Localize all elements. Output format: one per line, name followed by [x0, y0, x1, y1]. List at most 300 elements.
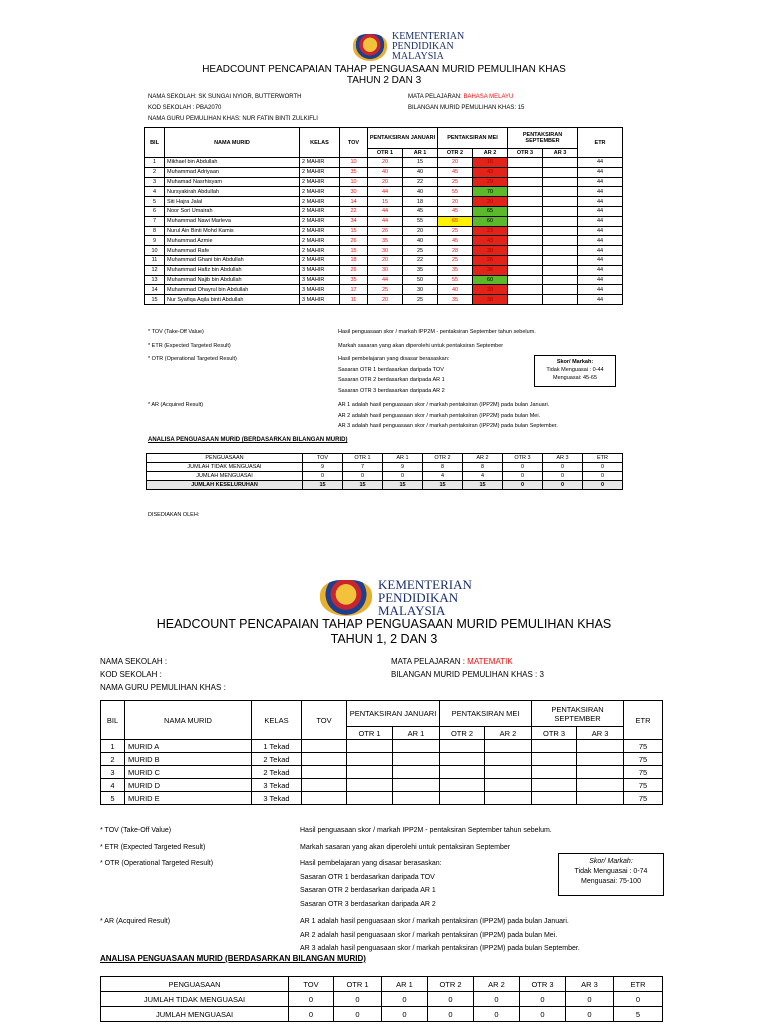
cell-otr2: 20: [438, 197, 473, 207]
cell-nama: Siti Hajra Jalal: [165, 197, 300, 207]
cell-nama: Nursyakirah Abdullah: [165, 187, 300, 197]
cell-otr3: [508, 285, 543, 295]
doc-subtitle: TAHUN 2 DAN 3: [346, 75, 422, 86]
analysis-cell: 0: [334, 1007, 382, 1022]
school-name: NAMA SEKOLAH :: [100, 657, 168, 666]
cell-ar2: 29: [473, 177, 508, 187]
analysis-header-row: [147, 454, 623, 463]
cell-etr: 44: [578, 206, 623, 216]
cell-tov: [302, 792, 347, 805]
cell-bil: 11: [145, 255, 165, 265]
analysis-cell: JUMLAH MENGUASAI: [101, 1007, 289, 1022]
cell-ar3: [543, 255, 578, 265]
header-ar2: AR 2: [473, 149, 508, 158]
analysis-cell: 4: [463, 472, 503, 481]
results-table: [100, 700, 663, 805]
analysis-header-cell: AR 1: [382, 977, 428, 992]
table-row: [145, 295, 623, 305]
legend-term: * ETR (Expected Targeted Result): [100, 843, 206, 851]
crest-icon: [353, 34, 387, 61]
cell-otr1: 20: [368, 158, 403, 168]
cell-ar2: [485, 753, 532, 766]
cell-otr3: [508, 167, 543, 177]
cell-tov: [302, 753, 347, 766]
cell-otr2: [440, 779, 485, 792]
cell-bil: 6: [145, 206, 165, 216]
cell-nama: Muhamad Nasrhisyam: [165, 177, 300, 187]
analysis-cell: 0: [503, 463, 543, 472]
analysis-cell: 0: [543, 472, 583, 481]
cell-bil: 12: [145, 265, 165, 275]
cell-kelas: 3 MAHIR: [300, 295, 340, 305]
cell-otr3: [508, 295, 543, 305]
analysis-cell: 15: [303, 481, 343, 490]
cell-ar2: 16: [473, 158, 508, 168]
cell-etr: 44: [578, 246, 623, 256]
cell-otr1: 20: [368, 255, 403, 265]
cell-otr3: [508, 226, 543, 236]
doc-subtitle: TAHUN 1, 2 DAN 3: [330, 632, 438, 646]
analysis-cell: 0: [428, 992, 474, 1007]
analysis-cell: 15: [383, 481, 423, 490]
analysis-cell: 0: [543, 463, 583, 472]
score-box-line1: Tidak Menguasai : 0-44: [546, 367, 604, 373]
cell-tov: 34: [340, 216, 368, 226]
cell-otr1: 44: [368, 216, 403, 226]
analysis-header-cell: ETR: [583, 454, 623, 463]
cell-ar2: [485, 792, 532, 805]
analysis-cell: 7: [343, 463, 383, 472]
cell-kelas: 3 MAHIR: [300, 275, 340, 285]
cell-otr1: 25: [368, 285, 403, 295]
header-bil: BIL: [101, 701, 125, 740]
cell-etr: 75: [624, 792, 663, 805]
table-row: [101, 753, 663, 766]
legend-desc-line: Sasaran OTR 1 berdasarkan daripada TOV: [338, 366, 444, 373]
cell-ar3: [577, 766, 624, 779]
cell-otr1: 44: [368, 206, 403, 216]
analysis-header-cell: OTR 2: [428, 977, 474, 992]
legend-term: * ETR (Expected Targeted Result): [148, 342, 231, 349]
header-nama: NAMA MURID: [165, 128, 300, 158]
header-kelas: KELAS: [252, 701, 302, 740]
cell-otr1: 15: [368, 197, 403, 207]
legend-term: * TOV (Take-Off Value): [148, 329, 204, 335]
cell-otr2: 20: [438, 158, 473, 168]
cell-kelas: 2 MAHIR: [300, 167, 340, 177]
cell-kelas: 3 MAHIR: [300, 285, 340, 295]
table-row: [145, 206, 623, 216]
analysis-row: [147, 481, 623, 490]
header-otr3: OTR 3: [508, 149, 543, 158]
cell-otr2: 45: [438, 167, 473, 177]
cell-etr: 75: [624, 740, 663, 753]
cell-otr2: [440, 753, 485, 766]
score-box: [558, 853, 664, 896]
cell-bil: 4: [145, 187, 165, 197]
legend-term: * AR (Acquired Result): [100, 918, 171, 925]
cell-ar1: [393, 766, 440, 779]
legend-desc: [300, 841, 510, 855]
cell-kelas: 2 Tekad: [252, 753, 302, 766]
analysis-cell: 0: [520, 1007, 566, 1022]
cell-kelas: 3 Tekad: [252, 792, 302, 805]
analysis-row: [147, 472, 623, 481]
cell-ar2: 70: [473, 187, 508, 197]
cell-kelas: 2 Tekad: [252, 766, 302, 779]
cell-kelas: 2 MAHIR: [300, 236, 340, 246]
analysis-cell: 8: [423, 463, 463, 472]
cell-otr2: [440, 766, 485, 779]
score-box-line2: Menguasai: 45-65: [552, 375, 598, 381]
subject-info: [408, 92, 524, 114]
cell-kelas: 2 MAHIR: [300, 246, 340, 256]
analysis-cell: JUMLAH TIDAK MENGUASAI: [147, 463, 303, 472]
header-etr: ETR: [624, 701, 663, 740]
cell-etr: 44: [578, 236, 623, 246]
legend-item: [148, 327, 558, 338]
cell-otr3: [508, 246, 543, 256]
analysis-header-cell: OTR 1: [334, 977, 382, 992]
cell-etr: 44: [578, 226, 623, 236]
analysis-header-cell: AR 3: [566, 977, 614, 992]
cell-otr3: [532, 766, 577, 779]
cell-etr: 44: [578, 167, 623, 177]
cell-ar3: [543, 295, 578, 305]
cell-ar1: [393, 792, 440, 805]
analysis-cell: 0: [566, 992, 614, 1007]
cell-kelas: 2 MAHIR: [300, 187, 340, 197]
header-otr3: OTR 3: [532, 727, 577, 740]
table-row: [145, 158, 623, 168]
cell-otr1: 20: [368, 295, 403, 305]
cell-ar3: [543, 177, 578, 187]
ministry-line1: KEMENTERIAN: [378, 577, 472, 592]
cell-otr3: [532, 792, 577, 805]
cell-otr1: [347, 740, 393, 753]
legend-term: * OTR (Operational Targeted Result): [100, 860, 214, 867]
cell-nama: Noor Sori Umairah: [165, 206, 300, 216]
legend-term: * TOV (Take-Off Value): [100, 827, 172, 834]
analysis-cell: 0: [474, 1007, 520, 1022]
analysis-header-row: [101, 977, 663, 992]
cell-otr1: 20: [368, 177, 403, 187]
cell-nama: MURID E: [125, 792, 252, 805]
table-row: [145, 275, 623, 285]
cell-ar3: [543, 226, 578, 236]
cell-ar3: [543, 187, 578, 197]
cell-etr: 44: [578, 255, 623, 265]
cell-etr: 75: [624, 766, 663, 779]
legend-desc-line: AR 3 adalah hasil penguasaan skor / markah pentaksiran (IPP2M) pada bulan September.: [300, 945, 580, 952]
cell-ar2: 26: [473, 255, 508, 265]
cell-ar2: [485, 766, 532, 779]
analysis-table: [100, 976, 663, 1022]
cell-etr: 44: [578, 158, 623, 168]
cell-etr: 75: [624, 779, 663, 792]
legend-desc: [338, 327, 536, 338]
cell-etr: 44: [578, 177, 623, 187]
cell-tov: 15: [340, 226, 368, 236]
cell-etr: 75: [624, 753, 663, 766]
cell-bil: 14: [145, 285, 165, 295]
cell-otr1: 26: [368, 226, 403, 236]
cell-otr2: 55: [438, 275, 473, 285]
subject-value: MATEMATIK: [467, 657, 513, 666]
cell-otr2: [440, 740, 485, 753]
cell-kelas: 2 MAHIR: [300, 216, 340, 226]
cell-kelas: 2 MAHIR: [300, 177, 340, 187]
cell-tov: 17: [340, 285, 368, 295]
analysis-table: [146, 453, 623, 490]
table-row: [101, 792, 663, 805]
cell-tov: 14: [340, 197, 368, 207]
cell-bil: 7: [145, 216, 165, 226]
cell-otr2: 45: [438, 236, 473, 246]
cell-bil: 1: [145, 158, 165, 168]
legend-desc-line: Sasaran OTR 1 berdasarkan daripada TOV: [300, 873, 435, 881]
student-count: BILANGAN MURID PEMULIHAN KHAS : 3: [391, 670, 544, 679]
cell-nama: Muhammad Ohayrul bin Abdullah: [165, 285, 300, 295]
cell-bil: 2: [101, 753, 125, 766]
cell-bil: 15: [145, 295, 165, 305]
cell-otr2: 25: [438, 255, 473, 265]
cell-otr1: [347, 753, 393, 766]
cell-ar1: 35: [403, 265, 438, 275]
cell-otr1: 40: [368, 167, 403, 177]
prepared-by: DISEDIAKAN OLEH:: [148, 512, 200, 518]
cell-bil: 2: [145, 167, 165, 177]
teacher-name: NAMA GURU PEMULIHAN KHAS :: [100, 683, 226, 692]
table-row: [101, 766, 663, 779]
cell-otr1: [347, 792, 393, 805]
legend-desc: [300, 915, 580, 956]
cell-otr1: 44: [368, 275, 403, 285]
legend-desc-line: Sasaran OTR 2 berdasarkan daripada AR 1: [300, 887, 436, 894]
legend-item: [100, 841, 580, 855]
header-tov: TOV: [340, 128, 368, 158]
analysis-cell: 0: [566, 1007, 614, 1022]
analysis-header-cell: OTR 2: [423, 454, 463, 463]
cell-kelas: 2 MAHIR: [300, 197, 340, 207]
school-info: [100, 655, 226, 694]
score-box-line2: Menguasai: 75-100: [581, 878, 641, 885]
analysis-cell: 0: [343, 472, 383, 481]
cell-etr: 44: [578, 197, 623, 207]
header-pentaksiran-sep: PENTAKSIRAN SEPTEMBER: [508, 128, 578, 149]
cell-otr3: [532, 740, 577, 753]
cell-bil: 5: [101, 792, 125, 805]
legend-desc-line: AR 2 adalah hasil penguasaan skor / markah pentaksiran (IPP2M) pada bulan Mei.: [338, 412, 541, 419]
analysis-cell: 0: [583, 481, 623, 490]
analysis-header-cell: TOV: [289, 977, 334, 992]
cell-ar3: [543, 285, 578, 295]
cell-otr2: 28: [438, 246, 473, 256]
header-tov: TOV: [302, 701, 347, 740]
analysis-header-cell: AR 2: [463, 454, 503, 463]
legend-desc: [338, 354, 449, 396]
subject-info: [391, 655, 544, 681]
legend: [100, 824, 580, 959]
cell-otr1: 30: [368, 246, 403, 256]
analysis-title: ANALISA PENGUASAAN MURID (BERDASARKAN BILANGAN MURID): [100, 954, 366, 963]
cell-ar2: [485, 779, 532, 792]
header-pentaksiran-mei: PENTAKSIRAN MEI: [440, 701, 532, 727]
cell-kelas: 2 MAHIR: [300, 255, 340, 265]
analysis-cell: 0: [289, 992, 334, 1007]
cell-ar1: 20: [403, 226, 438, 236]
analysis-cell: 0: [334, 992, 382, 1007]
cell-ar3: [543, 167, 578, 177]
cell-bil: 8: [145, 226, 165, 236]
cell-tov: 26: [340, 265, 368, 275]
cell-otr3: [508, 275, 543, 285]
cell-etr: 44: [578, 275, 623, 285]
cell-ar3: [543, 246, 578, 256]
analysis-cell: JUMLAH TIDAK MENGUASAI: [101, 992, 289, 1007]
cell-bil: 13: [145, 275, 165, 285]
cell-ar3: [577, 740, 624, 753]
analysis-row: [147, 463, 623, 472]
results-table: [144, 127, 623, 305]
legend-desc-line: Hasil penguasaan skor / markah IPP2M - pentaksiran September tahun sebelum.: [338, 329, 536, 335]
legend-desc-line: Hasil penguasaan skor / markah IPP2M - pentaksiran September tahun sebelum.: [300, 827, 552, 834]
cell-nama: MURID B: [125, 753, 252, 766]
cell-bil: 9: [145, 236, 165, 246]
cell-otr2: 65: [438, 216, 473, 226]
cell-ar3: [543, 197, 578, 207]
cell-ar2: 23: [473, 226, 508, 236]
cell-ar2: 38: [473, 285, 508, 295]
cell-tov: 10: [340, 158, 368, 168]
analysis-cell: 0: [289, 1007, 334, 1022]
table-row: [101, 779, 663, 792]
analysis-header-cell: ETR: [614, 977, 663, 992]
cell-tov: 30: [340, 187, 368, 197]
header-ar3: AR 3: [543, 149, 578, 158]
cell-otr3: [508, 206, 543, 216]
cell-kelas: 3 Tekad: [252, 779, 302, 792]
cell-otr2: 55: [438, 187, 473, 197]
cell-otr3: [508, 255, 543, 265]
school-code: KOD SEKOLAH :: [100, 670, 162, 679]
subject-label: MATA PELAJARAN :: [391, 657, 468, 666]
cell-nama: Muhammad Rafe: [165, 246, 300, 256]
score-box: [534, 355, 616, 387]
cell-tov: 15: [340, 246, 368, 256]
analysis-header-cell: OTR 3: [520, 977, 566, 992]
cell-otr3: [508, 216, 543, 226]
header-ar1: AR 1: [393, 727, 440, 740]
analysis-cell: 9: [303, 463, 343, 472]
cell-ar1: 40: [403, 236, 438, 246]
cell-kelas: 2 MAHIR: [300, 206, 340, 216]
cell-ar3: [543, 236, 578, 246]
teacher-name: NAMA GURU PEMULIHAN KHAS: NUR FATIN BINTI ZULKIFLI: [148, 116, 318, 122]
cell-bil: 3: [145, 177, 165, 187]
doc-title: HEADCOUNT PENCAPAIAN TAHAP PENGUASAAN MURID PEMULIHAN KHAS: [202, 64, 566, 75]
header-otr1: OTR 1: [347, 727, 393, 740]
cell-nama: Muhammad Azmie: [165, 236, 300, 246]
cell-bil: 1: [101, 740, 125, 753]
ministry-logo: [353, 32, 464, 62]
table-row: [145, 177, 623, 187]
cell-tov: 18: [340, 255, 368, 265]
legend-desc-line: Sasaran OTR 3 berdasarkan daripada AR 2: [338, 387, 445, 394]
legend-desc-line: Markah sasaran yang akan diperolehi untuk pentaksiran September: [338, 342, 504, 349]
cell-ar3: [577, 779, 624, 792]
cell-otr1: 30: [368, 265, 403, 275]
legend-desc-line: Hasil pembelajaran yang disasar berasaskan:: [338, 356, 450, 362]
analysis-cell: 0: [303, 472, 343, 481]
cell-otr2: [440, 792, 485, 805]
cell-nama: Nurul Ain Binti Mohd Kamis: [165, 226, 300, 236]
table-row: [145, 167, 623, 177]
cell-otr1: [347, 779, 393, 792]
cell-otr3: [532, 779, 577, 792]
school-code: KOD SEKOLAH : PBA2070: [148, 105, 222, 111]
cell-tov: 22: [340, 206, 368, 216]
header-ar1: AR 1: [403, 149, 438, 158]
analysis-cell: 0: [520, 992, 566, 1007]
cell-ar1: [393, 740, 440, 753]
cell-otr2: 40: [438, 285, 473, 295]
table-row: [145, 197, 623, 207]
cell-otr3: [508, 187, 543, 197]
cell-otr3: [532, 753, 577, 766]
cell-nama: Muhammad Hafiz bin Abdullah: [165, 265, 300, 275]
analysis-cell: 0: [583, 463, 623, 472]
legend-item: [148, 354, 558, 396]
table-row: [145, 216, 623, 226]
cell-nama: Muhammad Ghani bin Abdullah: [165, 255, 300, 265]
table-row: [145, 265, 623, 275]
analysis-cell: 0: [382, 1007, 428, 1022]
cell-tov: 11: [340, 295, 368, 305]
analysis-header-cell: TOV: [303, 454, 343, 463]
analysis-header-cell: AR 2: [474, 977, 520, 992]
cell-ar1: 22: [403, 255, 438, 265]
cell-etr: 44: [578, 216, 623, 226]
cell-kelas: 3 MAHIR: [300, 265, 340, 275]
cell-tov: 35: [340, 275, 368, 285]
table-row: [145, 255, 623, 265]
legend-desc: [300, 824, 552, 838]
cell-ar2: 36: [473, 265, 508, 275]
cell-otr2: 45: [438, 206, 473, 216]
legend-term: * OTR (Operational Targeted Result): [148, 356, 237, 362]
cell-nama: Muhammad Adriyaan: [165, 167, 300, 177]
doc-title: HEADCOUNT PENCAPAIAN TAHAP PENGUASAAN MURID PEMULIHAN KHAS: [156, 617, 612, 631]
cell-etr: 44: [578, 285, 623, 295]
ministry-logo: [320, 578, 472, 617]
cell-bil: 10: [145, 246, 165, 256]
cell-ar3: [577, 753, 624, 766]
analysis-cell: 15: [463, 481, 503, 490]
legend-desc-line: Hasil pembelajaran yang disasar berasaskan:: [300, 860, 442, 867]
cell-ar2: 43: [473, 167, 508, 177]
cell-ar1: [393, 753, 440, 766]
ministry-line3: MALAYSIA: [378, 603, 446, 618]
legend-item: [100, 857, 580, 911]
analysis-header-cell: PENGUASAAN: [101, 977, 289, 992]
cell-ar1: 18: [403, 197, 438, 207]
cell-ar1: 30: [403, 285, 438, 295]
analysis-cell: 0: [383, 472, 423, 481]
cell-kelas: 2 MAHIR: [300, 158, 340, 168]
ministry-line2: PENDIDIKAN: [392, 41, 454, 52]
analysis-header-cell: OTR 3: [503, 454, 543, 463]
